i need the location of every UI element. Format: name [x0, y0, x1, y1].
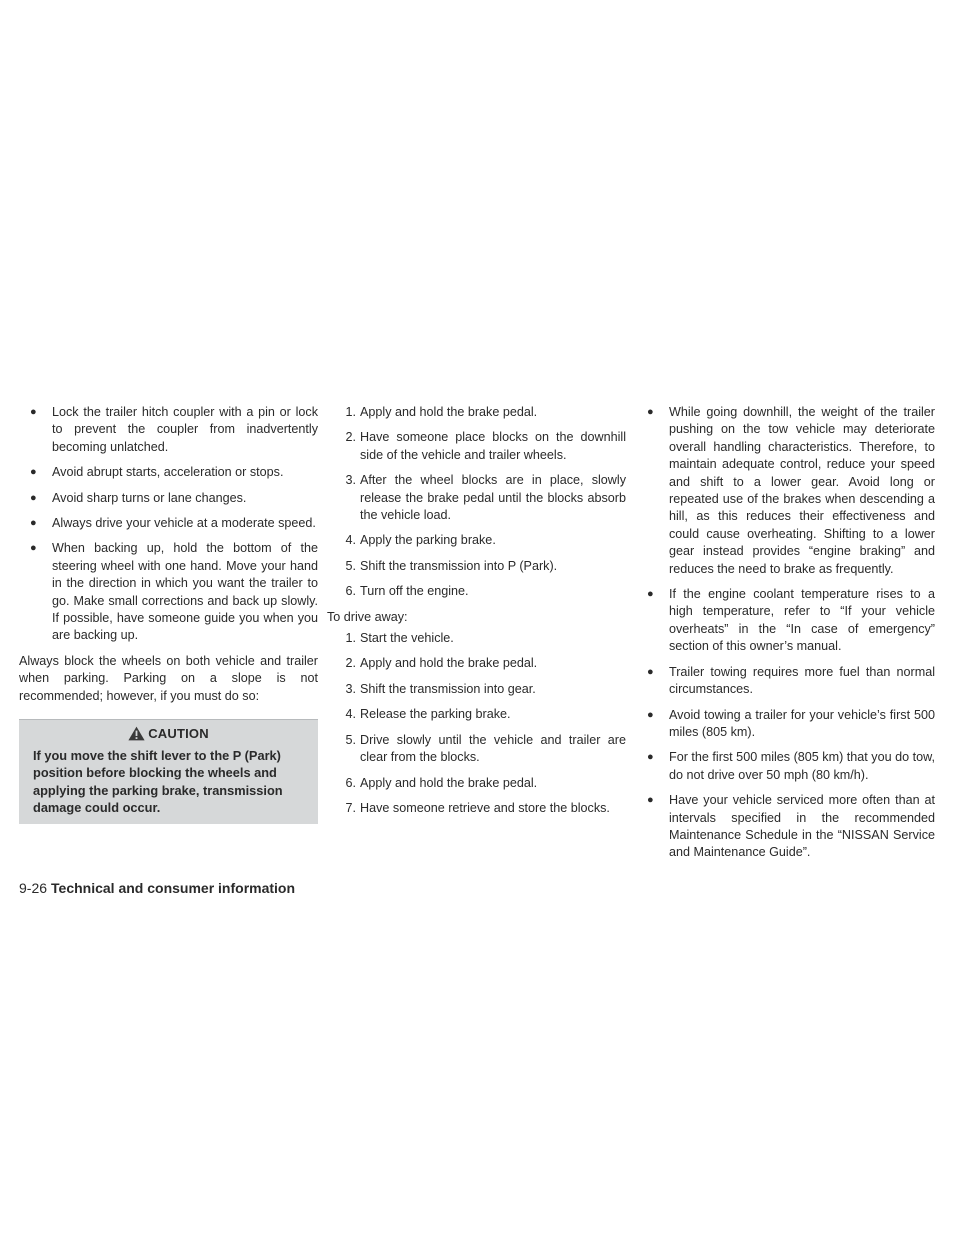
list-item: ● For the first 500 miles (805 km) that you do tow, do not drive over 50 mph (80 km/h).	[647, 750, 935, 782]
caution-box	[19, 719, 318, 824]
list-item: ● Avoid towing a trailer for your vehicle’s first 500 miles (805 km).	[647, 707, 935, 739]
list-item: 6. Turn off the engine.	[345, 584, 469, 599]
list-item: ● Avoid abrupt starts, acceleration or stops.	[19, 464, 318, 481]
drive-away-heading: To drive away:	[327, 609, 408, 624]
list-item: 5. Drive slowly until the vehicle and trailer are clear from the blocks.	[345, 732, 626, 765]
bullet-icon: ●	[647, 708, 654, 721]
list-item: ● When backing up, hold the bottom of the steering wheel with one hand. Move your hand in the direction in which you want the trailer to go. Make small corrections and back up slowly. If possible, have someone guide you when you are backing up.	[30, 541, 318, 643]
bullet-icon: ●	[30, 406, 37, 418]
parking-paragraph: Always block the wheels on both vehicle and trailer when parking. Parking on a slope is not recommended; however, if you must do so:	[19, 653, 318, 703]
warning-triangle-icon	[128, 726, 145, 741]
list-item: 2. Have someone place blocks on the downhill side of the vehicle and trailer wheels.	[345, 430, 626, 462]
bullet-icon: ●	[647, 751, 654, 764]
list-item: 4. Apply the parking brake.	[345, 533, 496, 548]
bullet-icon: ●	[647, 588, 654, 601]
caution-text: If you move the shift lever to the P (Park) position before blocking the wheels and applying the parking brake, transmission damage could occur.	[33, 748, 283, 815]
bullet-icon: ●	[647, 794, 654, 807]
list-item: ● Avoid sharp turns or lane changes.	[19, 490, 318, 507]
list-item: 5. Shift the transmission into P (Park).	[345, 558, 558, 573]
list-item: 3. After the wheel blocks are in place, slowly release the brake pedal until the blocks absorb the vehicle load.	[345, 473, 626, 523]
bullet-icon: ●	[30, 542, 37, 555]
caution-heading	[19, 720, 318, 747]
bullet-icon: ●	[30, 466, 37, 479]
list-item: ● Have your vehicle serviced more often than at intervals specified in the recommended Maintenance Schedule in the “NISSAN Service and Maintenance Guide”.	[647, 793, 935, 860]
page-number: 9-26	[19, 880, 48, 896]
right-column	[636, 404, 935, 870]
section-title: Technical and consumer information	[51, 880, 296, 896]
list-item: ● Trailer towing requires more fuel than normal circumstances.	[647, 664, 935, 697]
page-footer	[19, 879, 295, 897]
list-item: ● Lock the trailer hitch coupler with a pin or lock to prevent the coupler from inadvertently becoming unlatched.	[30, 405, 318, 454]
list-item: 1. Start the vehicle.	[345, 631, 454, 646]
middle-column	[327, 404, 626, 825]
bullet-icon: ●	[30, 491, 37, 504]
list-item: ● Always drive your vehicle at a moderate speed.	[19, 515, 318, 532]
caution-title: CAUTION	[148, 726, 209, 742]
bullet-icon: ●	[30, 517, 37, 530]
list-item: 3. Shift the transmission into gear.	[345, 681, 536, 696]
bullet-icon: ●	[647, 406, 654, 418]
list-item: 6. Apply and hold the brake pedal.	[345, 775, 538, 790]
left-column	[19, 404, 318, 824]
list-item: 4. Release the parking brake.	[345, 707, 511, 722]
list-item: 2. Apply and hold the brake pedal.	[345, 656, 538, 671]
list-item: ● If the engine coolant temperature rises to a high temperature, refer to “If your vehicle overheats” in the “In case of emergency” section of this owner’s manual.	[647, 587, 935, 654]
list-item: 1. Apply and hold the brake pedal.	[345, 405, 538, 419]
bullet-icon: ●	[647, 665, 654, 678]
list-item: 7. Have someone retrieve and store the blocks.	[345, 800, 610, 815]
list-item: ● While going downhill, the weight of the trailer pushing on the tow vehicle may deteriorate overall handling characteristics. Therefore, to maintain adequate control, reduce your speed and shift to a lower gear. Avoid long or repeated use of the brakes when descending a hill, as this reduces their effectiveness and could cause overheating. Shifting to a lower gear instead provides “engine braking” and reduces the need to brake as frequently.	[647, 405, 935, 576]
